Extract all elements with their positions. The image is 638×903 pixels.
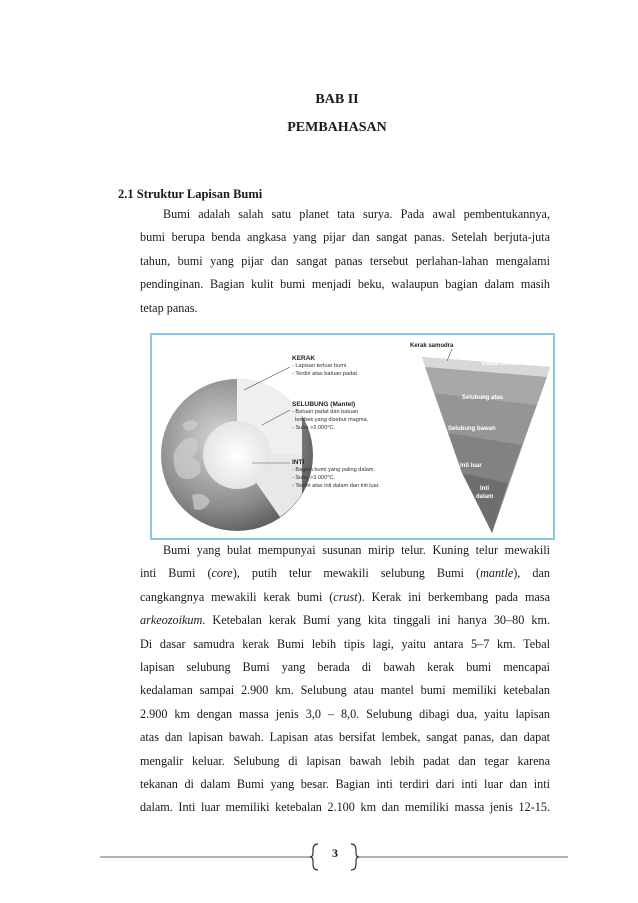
paragraph-layers	[140, 539, 550, 820]
label-kerak-samudra: Kerak samudra	[410, 343, 454, 349]
paragraph-line: tahun, bumi yang pijar dan sangat panas tersebut perlahan-lahan mengalami	[140, 253, 550, 268]
core-sphere	[203, 421, 271, 489]
inti-line: - Terdiri atas inti dalam dan inti luar.	[292, 483, 380, 489]
inti-line: - Bagian bumi yang paling dalam.	[292, 467, 376, 473]
inti-caption	[292, 459, 380, 490]
selubung-line: - Batuan padat dan batuan	[292, 409, 359, 415]
paragraph-line: bumi berupa benda angkasa yang pijar dan sangat panas. Setelah berjuta-juta	[140, 230, 550, 245]
kerak-line: - Lapisan terluar bumi.	[292, 363, 348, 369]
label-inti-luar: Inti luar	[460, 463, 482, 469]
earth-layers-figure	[150, 333, 555, 540]
label-selubung-atas: Selubung atas	[462, 395, 504, 401]
selubung-caption	[292, 401, 368, 432]
paragraph-line: cangkangnya mewakili kerak bumi (crust). Kerak ini berkembang pada masa	[140, 589, 550, 604]
paragraph-line: tetap panas.	[140, 300, 198, 315]
paragraph-line: inti Bumi (core), putih telur mewakili selubung Bumi (mantle), dan	[140, 566, 550, 581]
paragraph-line: dalam. Inti luar memiliki ketebalan 2.100 km dan memiliki massa jenis 12-15.	[140, 800, 550, 815]
chapter-title: PEMBAHASAN	[287, 120, 387, 135]
kerak-caption	[292, 355, 358, 378]
paragraph-line: kedalaman sampai 2.900 km. Selubung atau mantel bumi memiliki ketebalan	[140, 683, 550, 698]
paragraph-line: tekanan di dalam Bumi yang besar. Bagian inti terdiri dari inti luar dan inti	[140, 776, 550, 791]
inner-core-layer	[462, 473, 508, 533]
paragraph-line: pendinginan. Bagian kulit bumi menjadi beku, walaupun bagian dalam masih	[140, 277, 550, 292]
page-number: 3	[332, 846, 338, 860]
chapter-number: BAB II	[315, 92, 359, 107]
label-inti-dalam-2: dalam	[476, 494, 494, 500]
paragraph-line: Bumi yang bulat mempunyai susunan mirip telur. Kuning telur mewakili	[163, 543, 550, 557]
paragraph-line: mengalir keluar. Selubung di lapisan bawah lebih padat dan tegar karena	[140, 753, 550, 768]
paragraph-line: lapisan selubung Bumi yang berada di bawah kerak bumi mencapai	[140, 659, 550, 674]
section-heading: 2.1 Struktur Lapisan Bumi	[118, 187, 263, 201]
kerak-title: KERAK	[292, 355, 316, 362]
paragraph-line: arkeozoikum. Ketebalan kerak Bumi yang kita tinggali ini hanya 30–80 km.	[140, 613, 550, 628]
label-inti-dalam-1: Inti	[480, 486, 489, 492]
selubung-line: - Suhu >2.000°C.	[292, 425, 336, 431]
paragraph-line: Bumi adalah salah satu planet tata surya. Pada awal pembentukannya,	[163, 207, 550, 221]
kerak-line: - Terdiri atas batuan padat.	[292, 371, 359, 377]
paragraph-line: Di dasar samudra kerak Bumi lebih tipis lagi, yaitu antara 5–7 km. Tebal	[140, 636, 550, 651]
inti-title: INTI	[292, 459, 305, 466]
label-selubung-bawah: Selubung bawah	[448, 426, 496, 432]
selubung-title: SELUBUNG (Mantel)	[292, 401, 356, 408]
page-footer-rule	[0, 842, 638, 872]
label-kerak-benua: Kerak benua	[482, 361, 519, 367]
paragraph-intro	[140, 203, 550, 320]
paragraph-line: 2.900 km dengan massa jenis 3,0 – 8,0. Selubung dibagi dua, yaitu lapisan	[140, 706, 550, 721]
selubung-line: lembek yang disebut magma.	[292, 417, 369, 423]
paragraph-line: atas dan lapisan bawah. Lapisan atas bersifat lembek, sangat panas, dan dapat	[140, 730, 550, 745]
inti-line: - Suhu >3.000°C.	[292, 475, 336, 481]
